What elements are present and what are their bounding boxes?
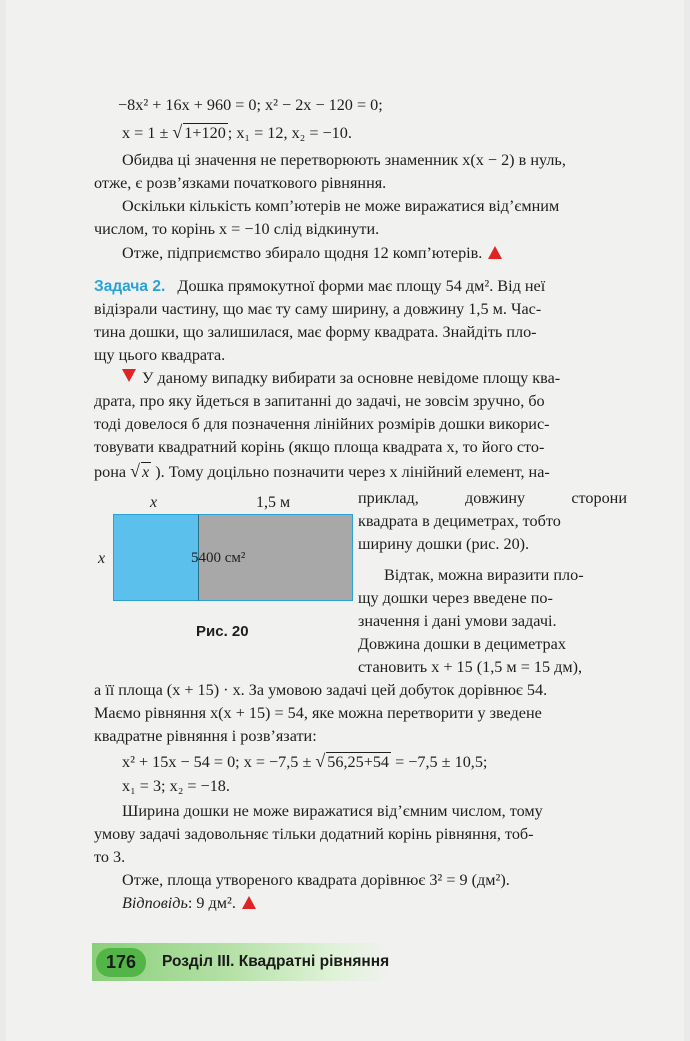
- paragraph-line: Отже, площа утвореного квадрата дорівнює 3² = 9 (дм²).: [122, 871, 510, 889]
- figure-label-x-top: x: [150, 494, 158, 511]
- chapter-title: Розділ ІІІ. Квадратні рівняння: [162, 953, 390, 970]
- paragraph-line: отже, є розв’язками початкового рівняння.: [94, 174, 387, 192]
- task-line: відізрали частину, що має ту саму ширину, а довжину 1,5 м. Час-: [94, 300, 542, 318]
- start-of-solution-marker-icon: [122, 369, 136, 382]
- paragraph-line: Маємо рівняння x(x + 15) = 54, яке можна перетворити у зведене: [94, 704, 542, 722]
- solution-line: У даному випадку вибирати за основне невідоме площу ква-: [122, 368, 560, 388]
- figure-label-length: 1,5 м: [256, 494, 291, 511]
- wrapped-line: Відтак, можна виразити пло-: [384, 566, 584, 584]
- figure-label-x-left: x: [98, 550, 106, 567]
- solution-line: драта, про яку йдеться в запитанні до задачі, не зовсім зручно, бо: [94, 392, 545, 410]
- paragraph-line: то 3.: [94, 848, 126, 866]
- task-line: тина дошки, що залишилася, має форму квадрата. Знайдіть пло-: [94, 323, 537, 341]
- figure-caption: Рис. 20: [196, 623, 249, 640]
- wrapped-line: значення і дані умови задачі.: [358, 612, 557, 630]
- equation-line-3: x² + 15x − 54 = 0; x = −7,5 ± √ 56,25+54 = −7,5 ± 10,5;: [122, 751, 488, 771]
- paragraph-line: Оскільки кількість комп’ютерів не може виражатися від’ємним: [122, 197, 560, 215]
- solution-line: товувати квадратний корінь (якщо площа квадрата x, то його сто-: [94, 438, 545, 456]
- end-of-solution-marker-icon: [242, 896, 256, 909]
- paragraph-line: Отже, підприємство збирало щодня 12 комп’ютерів.: [122, 243, 502, 263]
- task-label: Задача 2.: [94, 278, 166, 295]
- paragraph-line: квадратне рівняння і розв’язати:: [94, 727, 317, 745]
- task-line: щу цього квадрата.: [94, 346, 226, 364]
- figure-area-label: 5400 см²: [191, 550, 246, 566]
- wrapped-line: ширину дошки (рис. 20).: [358, 535, 530, 553]
- page-number: 176: [96, 948, 146, 977]
- answer-label: Відповідь: [122, 894, 188, 912]
- wrapped-line: становить x + 15 (1,5 м = 15 дм),: [358, 658, 583, 676]
- textbook-page: [6, 0, 684, 1041]
- answer-line: Відповідь: 9 дм².: [122, 893, 256, 913]
- equation-line-4: x₁ = 3; x₂ = −18.: [122, 777, 230, 795]
- wrapped-line: щу дошки через введене по-: [358, 589, 553, 607]
- wrapped-line: квадрата в дециметрах, тобто: [358, 512, 561, 530]
- equation-line-1: −8x² + 16x + 960 = 0; x² − 2x − 120 = 0;: [118, 96, 383, 114]
- wrapped-line: приклад, довжину сторони: [358, 489, 627, 507]
- solution-line: тоді довелося б для позначення лінійних розмірів дошки викорис-: [94, 415, 550, 433]
- task-line: Задача 2. Дошка прямокутної форми має площу 54 дм². Від неї: [94, 277, 546, 295]
- paragraph-line: числом, то корінь x = −10 слід відкинути.: [94, 220, 380, 238]
- equation-line-2: x = 1 ± √ 1+120 ; x₁ = 12, x₂ = −10.: [122, 122, 352, 142]
- figure-board: [113, 514, 353, 601]
- paragraph-line: Ширина дошки не може виражатися від’ємним числом, тому: [122, 802, 543, 820]
- paragraph-line: Обидва ці значення не перетворюють знаменник x(x − 2) в нуль,: [122, 151, 566, 169]
- figure-square: [113, 514, 199, 601]
- paragraph-line: а її площа (x + 15) · x. За умовою задачі цей добуток дорівнює 54.: [94, 681, 548, 699]
- wrapped-line: Довжина дошки в дециметрах: [358, 635, 566, 653]
- paragraph-line: умову задачі задовольняє тільки додатний корінь рівняння, тоб-: [94, 825, 534, 843]
- end-of-solution-marker-icon: [488, 246, 502, 259]
- solution-line: рона √ x ). Тому доцільно позначити через x лінійний елемент, на-: [94, 461, 550, 481]
